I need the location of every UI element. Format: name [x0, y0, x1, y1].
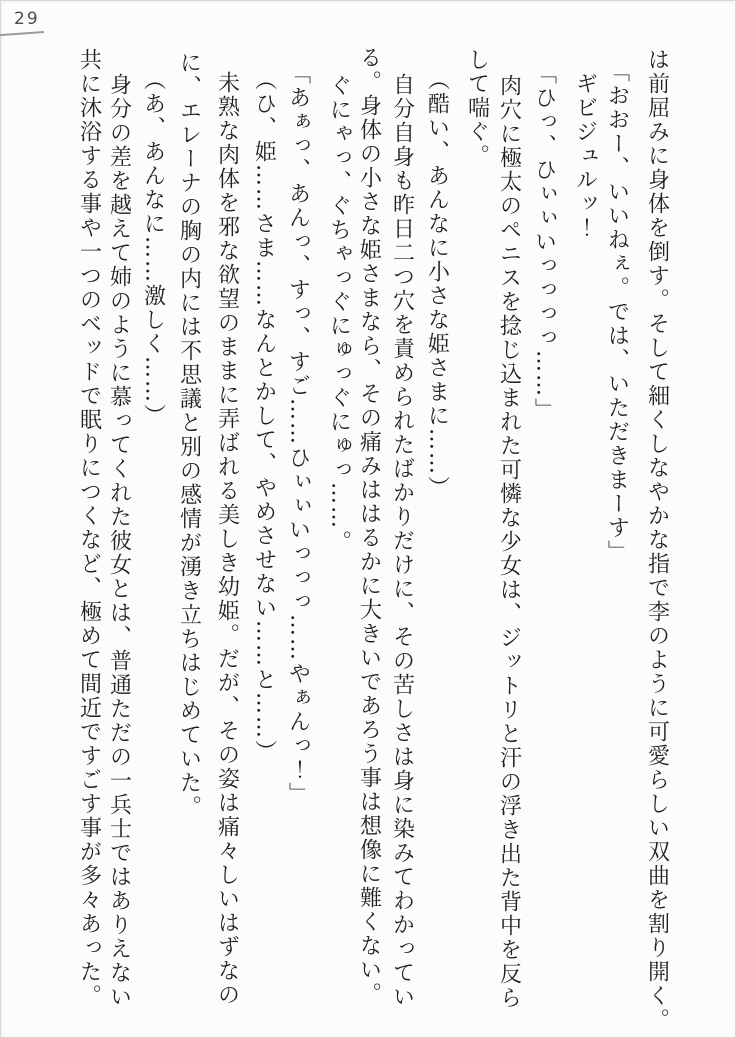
text-column: 「ひっ、ひぃぃいっっっっ……」	[531, 62, 557, 422]
text-column: （あ、あんなに……激しく……）	[140, 68, 166, 428]
text-column: ぐにゃっ、ぐちゃっぐにゅっぐにゅっ……。	[326, 74, 352, 554]
text-column: 身分の差を越えて姉のように慕ってくれた彼女とは、普通ただの一兵士ではありえない	[106, 73, 132, 1009]
text-column: 「あぁっ、あんっ、すっ、すご……ひぃぃいっっっ……やぁんっ！」	[285, 62, 311, 806]
text-column: 「おおー、いいねぇ。では、いただきまーす」	[604, 60, 630, 564]
text-column: ギビジュルッ！	[572, 72, 598, 240]
text-column: 自分自身も昨日二つ穴を責められたばかりだけに、その苦しさは身に染みてわかってい	[389, 73, 415, 1009]
text-column: 共に沐浴する事や一つのベッドで眠りにつくなど、極めて間近ですごす事が多々あった。	[76, 48, 102, 1008]
text-column: （酷い、あんなに小さな姫さまに……）	[424, 68, 450, 500]
text-column: 肉穴に極太のペニスを捻じ込まれた可憐な少女は、ジットリと汗の浮き出た背中を反ら	[496, 74, 522, 1010]
text-column: は前屈みに身体を倒す。そして細くしなやかな指で李のように可愛らしい双曲を割り開く。	[644, 48, 670, 1032]
text-column: る。身体の小さな姫さまなら、その痛みははるかに大きいであろう事は想像に難くない。	[356, 46, 382, 1006]
text-column: 未熟な肉体を邪な欲望のままに弄ばれる美しき幼姫。だが、その姿は痛々しいはずなの	[214, 71, 240, 1007]
text-column: （ひ、姫……さま……なんとかして、やめさせない……と……）	[251, 68, 277, 764]
text-column: に、エレーナの胸の内には不思議と別の感情が湧き立ちはじめていた。	[176, 51, 202, 819]
text-column: して喘ぐ。	[464, 48, 490, 168]
page-number: 29	[14, 9, 40, 29]
